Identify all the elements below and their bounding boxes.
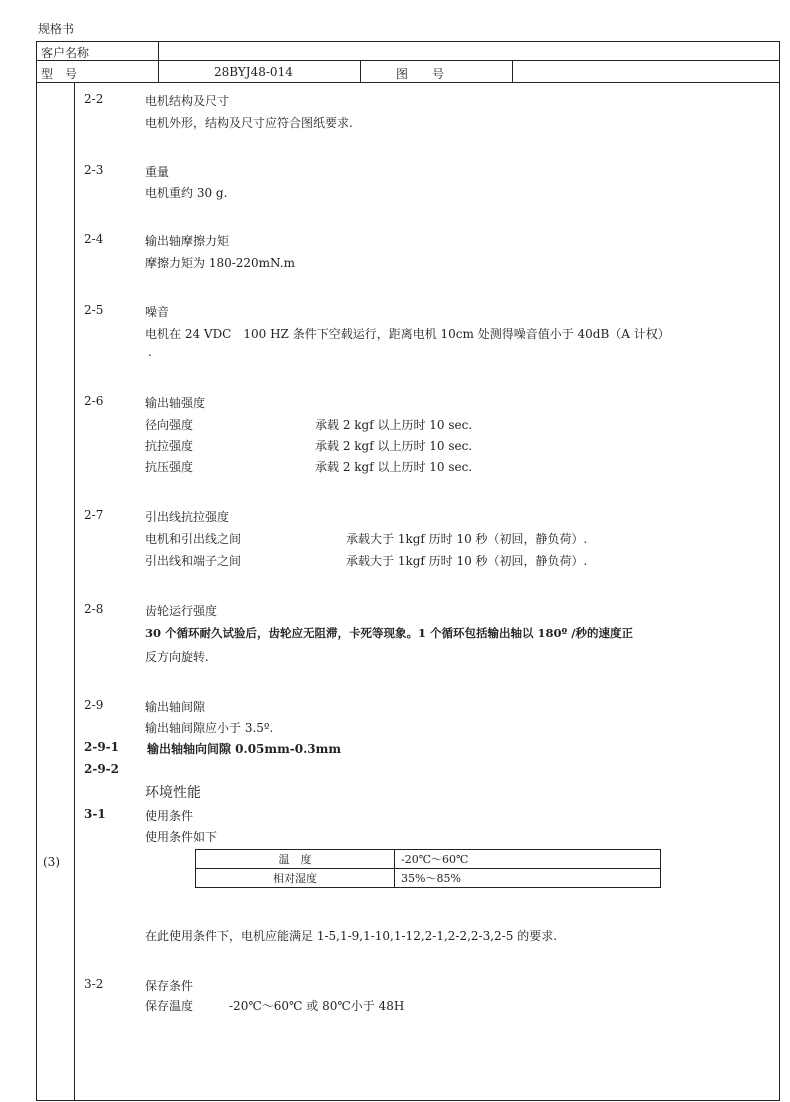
pull-row-value: 承载大于 1kgf 历时 10 秒（初回，静负荷）.	[346, 554, 588, 568]
section-3-2-body: 保存温度 -20℃～60℃ 或 80℃小于 48H	[145, 999, 405, 1013]
frame-right	[779, 41, 780, 1101]
section-2-9-number: 2-9	[84, 698, 104, 712]
section-2-4-number: 2-4	[84, 232, 104, 246]
drawing-label: 图 号	[396, 67, 445, 81]
section-2-4-body: 摩擦力矩为 180-220mN.m	[145, 256, 295, 270]
pull-row-key: 电机和引出线之间	[145, 532, 242, 546]
section-2-9-title: 输出轴间隙	[145, 700, 206, 714]
table-row	[196, 869, 661, 888]
header-label-col	[158, 41, 159, 83]
header-bottom-divider	[36, 82, 780, 83]
strength-row-value: 承载 2 kgf 以上历时 10 sec.	[315, 418, 473, 432]
condition-key: 相对湿度	[196, 869, 395, 888]
section-2-7-title: 引出线抗拉强度	[145, 510, 230, 524]
frame-left	[36, 41, 37, 1101]
section-2-8-body-line2: 反方向旋转.	[145, 650, 209, 664]
section-2-9-1-body: 输出轴轴向间隙 0.05mm-0.3mm	[147, 742, 342, 756]
section-2-8-title: 齿轮运行强度	[145, 604, 218, 618]
section-3-2-title: 保存条件	[145, 979, 194, 993]
model-label: 型 号	[41, 67, 78, 81]
section-2-8-body-line1: 30 个循环耐久试验后，齿轮应无阻滞，卡死等现象。1 个循环包括输出轴以 180º /秒的速度正	[145, 626, 633, 640]
model-value: 28BYJ48-014	[214, 65, 293, 79]
frame-top	[36, 41, 780, 42]
strength-row-key: 抗压强度	[145, 460, 194, 474]
section-2-2-body: 电机外形，结构及尺寸应符合图纸要求.	[145, 116, 353, 130]
section-2-8-number: 2-8	[84, 602, 104, 616]
section-2-6-number: 2-6	[84, 394, 104, 408]
section-2-7-number: 2-7	[84, 508, 104, 522]
section-2-9-2-number: 2-9-2	[84, 762, 120, 776]
section-2-3-title: 重量	[145, 165, 170, 179]
frame-bottom	[36, 1100, 780, 1101]
condition-key: 温 度	[196, 850, 395, 869]
header-drawing-col	[512, 60, 513, 82]
section-2-5-number: 2-5	[84, 303, 104, 317]
strength-row-value: 承载 2 kgf 以上历时 10 sec.	[315, 460, 473, 474]
side-label: (3)	[43, 855, 60, 869]
section-2-9-body: 输出轴间隙应小于 3.5º.	[145, 721, 274, 735]
section-3-1-title: 使用条件	[145, 809, 194, 823]
body-side-col	[74, 82, 75, 1101]
section-2-6-title: 输出轴强度	[145, 396, 206, 410]
customer-label: 客户名称	[41, 46, 90, 60]
condition-value: 35%～85%	[395, 869, 661, 888]
header-row-divider	[36, 60, 780, 61]
doc-title: 规格书	[38, 22, 75, 36]
strength-row-key: 径向强度	[145, 418, 194, 432]
environment-heading: 环境性能	[145, 785, 201, 801]
section-3-2-number: 3-2	[84, 977, 104, 991]
pull-row-value: 承载大于 1kgf 历时 10 秒（初回，静负荷）.	[346, 532, 588, 546]
header-model-col	[360, 60, 361, 82]
pull-row-key: 引出线和端子之间	[145, 554, 242, 568]
strength-row-value: 承载 2 kgf 以上历时 10 sec.	[315, 439, 473, 453]
section-2-2-number: 2-2	[84, 92, 104, 106]
section-2-4-title: 输出轴摩擦力矩	[145, 234, 230, 248]
section-2-9-1-number: 2-9-1	[84, 740, 120, 754]
section-2-5-title: 噪音	[145, 305, 170, 319]
strength-row-key: 抗拉强度	[145, 439, 194, 453]
section-2-2-title: 电机结构及尺寸	[145, 94, 230, 108]
section-2-5-body: 电机在 24 VDC 100 HZ 条件下空载运行，距离电机 10cm 处测得噪音值小于 40dB（A 计权）	[145, 327, 670, 341]
section-3-1-number: 3-1	[84, 807, 106, 821]
section-2-5-tail: .	[148, 345, 152, 359]
section-3-1-note: 在此使用条件下，电机应能满足 1-5,1-9,1-10,1-12,2-1,2-2,2-3,2-5 的要求.	[145, 929, 558, 943]
table-row	[196, 850, 661, 869]
section-2-3-body: 电机重约 30 g.	[145, 186, 228, 200]
section-3-1-body: 使用条件如下	[145, 830, 218, 844]
conditions-table	[195, 849, 661, 888]
section-2-3-number: 2-3	[84, 163, 104, 177]
condition-value: -20℃～60℃	[395, 850, 661, 869]
